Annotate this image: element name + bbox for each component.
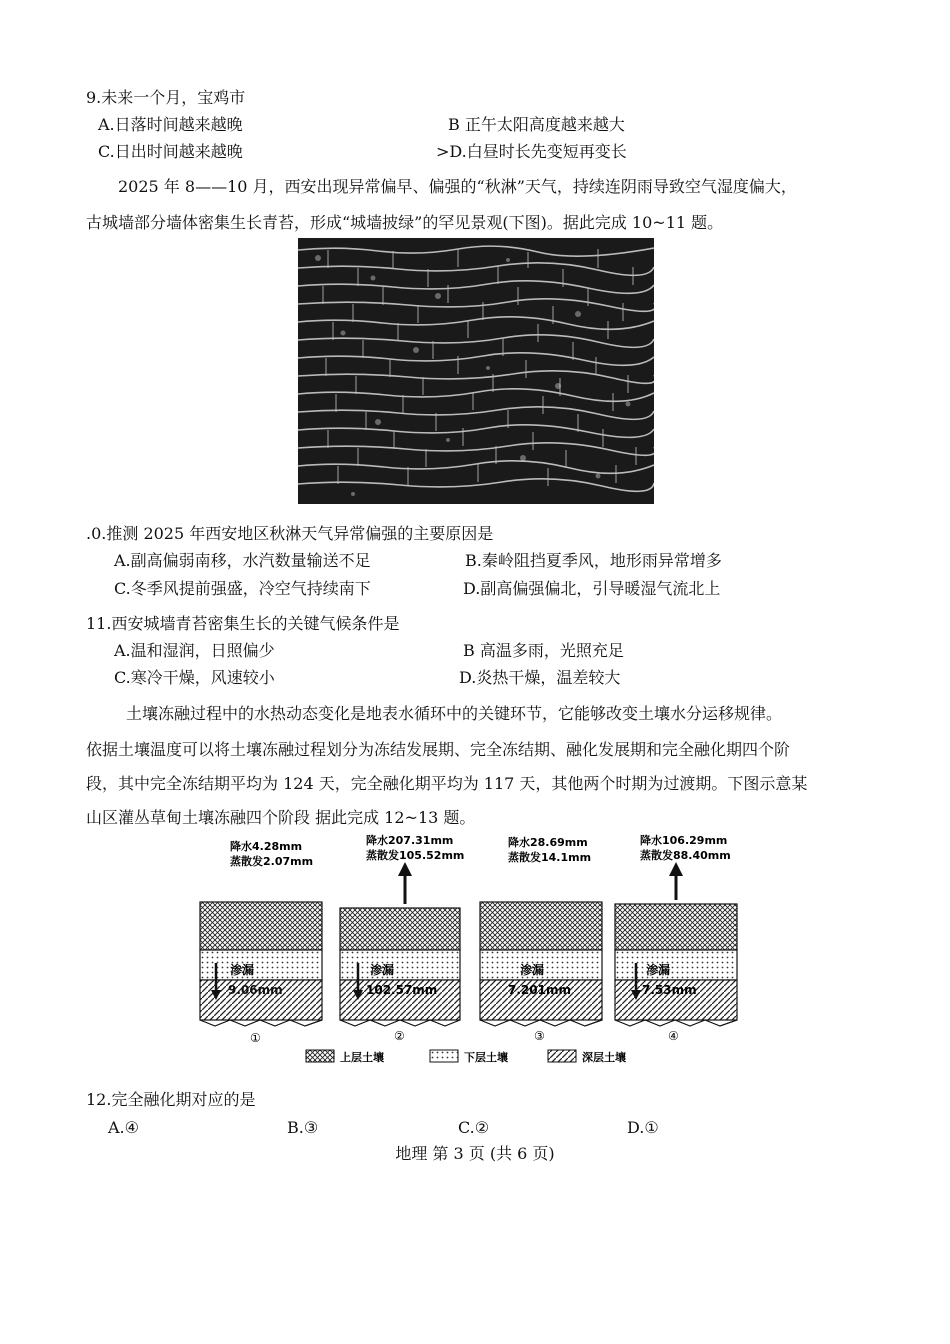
intro2-line4: 山区灌丛草甸土壤冻融四个阶段 据此完成 12~13 题。 (86, 808, 476, 827)
panel-4-leak-label: 渗漏 (646, 963, 671, 977)
legend-deep-swatch (548, 1050, 576, 1062)
soil-freeze-thaw-diagram (190, 830, 760, 1075)
q12-stem: 12.完全融化期对应的是 (86, 1090, 256, 1109)
panel-3-upper-soil (480, 902, 602, 950)
legend-upper-label: 上层土壤 (340, 1051, 384, 1064)
panel-3-evap: 蒸散发14.1mm (508, 851, 592, 864)
panel-1-leak-value: 9.06mm (228, 983, 283, 997)
panel-3 (480, 835, 602, 1043)
q9-option-d: >D.白昼时长先变短再变长 (436, 142, 627, 161)
panel-2-evap: 蒸散发105.52mm (366, 849, 465, 862)
panel-2-leak-label: 渗漏 (370, 963, 395, 977)
q9-stem: 9.未来一个月，宝鸡市 (86, 88, 246, 107)
q11-option-d: D.炎热干燥，温差较大 (459, 668, 621, 687)
brick-wall-image (298, 238, 654, 504)
q11-stem: 11.西安城墙青苔密集生长的关键气候条件是 (86, 614, 400, 633)
panel-3-leak-value: 7.201mm (508, 983, 571, 997)
panel-4-number: ④ (668, 1029, 679, 1043)
panel-3-number: ③ (534, 1029, 545, 1043)
panel-1-lower-soil (200, 950, 322, 980)
q10-option-c: C.冬季风提前强盛，冷空气持续南下 (114, 579, 371, 598)
legend-lower-label: 下层土壤 (464, 1051, 508, 1064)
intro2-line1: 土壤冻融过程中的水热动态变化是地表水循环中的关键环节，它能够改变土壤水分运移规律。 (126, 704, 783, 723)
q9-option-c: C.日出时间越来越晚 (98, 142, 243, 161)
q12-option-b: B.③ (287, 1118, 319, 1137)
q10-option-d: D.副高偏强偏北，引导暖湿气流北上 (463, 579, 721, 598)
q11-option-c: C.寒冷干燥，风速较小 (114, 668, 275, 687)
panel-2-number: ② (394, 1029, 405, 1043)
q10-option-a: A.副高偏弱南移，水汽数量输送不足 (114, 551, 371, 570)
intro2-line2: 依据土壤温度可以将土壤冻融过程划分为冻结发展期、完全冻结期、融化发展期和完全融化期四个阶 (86, 740, 791, 759)
panel-2-upper-soil (340, 908, 460, 950)
intro1-line2: 古城墙部分墙体密集生长青苔，形成“城墙披绿”的罕见景观(下图)。据此完成 10~11 题。 (86, 213, 724, 232)
panel-3-leak-label: 渗漏 (520, 963, 545, 977)
panel-2-leak-value: 102.57mm (366, 983, 438, 997)
intro2-line3: 段，其中完全冻结期平均为 124 天，完全融化期平均为 117 天，其他两个时期为过渡期。下图示意某 (86, 774, 808, 793)
panel-4-upper-soil (615, 904, 737, 950)
panel-1-leak-label: 渗漏 (230, 963, 255, 977)
intro1-line1: 2025 年 8——10 月，西安出现异常偏早、偏强的“秋淋”天气，持续连阴雨导致空气湿度偏大， (118, 177, 797, 196)
q11-option-b: B 高温多雨，光照充足 (463, 641, 624, 660)
panel-4-lower-soil (615, 950, 737, 980)
q12-option-a: A.④ (108, 1118, 139, 1137)
panel-1-upper-soil (200, 902, 322, 950)
q12-option-d: D.① (627, 1118, 659, 1137)
panel-1 (200, 839, 322, 1045)
diagram-legend (306, 1050, 626, 1064)
q9-option-a: A.日落时间越来越晚 (98, 115, 243, 134)
panel-2 (340, 833, 464, 1043)
legend-deep-label: 深层土壤 (582, 1051, 626, 1064)
legend-lower-swatch (430, 1050, 458, 1062)
panel-4-precip: 降水106.29mm (640, 834, 728, 847)
panel-1-evap: 蒸散发2.07mm (230, 855, 314, 868)
city-wall-moss-photo (298, 238, 654, 504)
legend-upper-swatch (306, 1050, 334, 1062)
panel-4-leak-value: 7.53mm (642, 983, 697, 997)
panel-1-number: ① (250, 1031, 261, 1045)
panel-4 (615, 833, 737, 1043)
panel-1-precip: 降水4.28mm (230, 840, 303, 853)
panel-4-evap: 蒸散发88.40mm (640, 849, 731, 862)
q10-option-b: B.秦岭阻挡夏季风，地形雨异常增多 (465, 551, 722, 570)
q11-option-a: A.温和湿润，日照偏少 (114, 641, 275, 660)
q12-option-c: C.② (458, 1118, 490, 1137)
q9-option-b: B 正午太阳高度越来越大 (448, 115, 625, 134)
panel-3-precip: 降水28.69mm (508, 836, 588, 849)
panel-2-precip: 降水207.31mm (366, 834, 454, 847)
page-footer: 地理 第 3 页 (共 6 页) (395, 1144, 555, 1163)
q10-stem: .0.推测 2025 年西安地区秋淋天气异常偏强的主要原因是 (86, 524, 494, 543)
soil-diagram-svg (190, 830, 760, 1075)
